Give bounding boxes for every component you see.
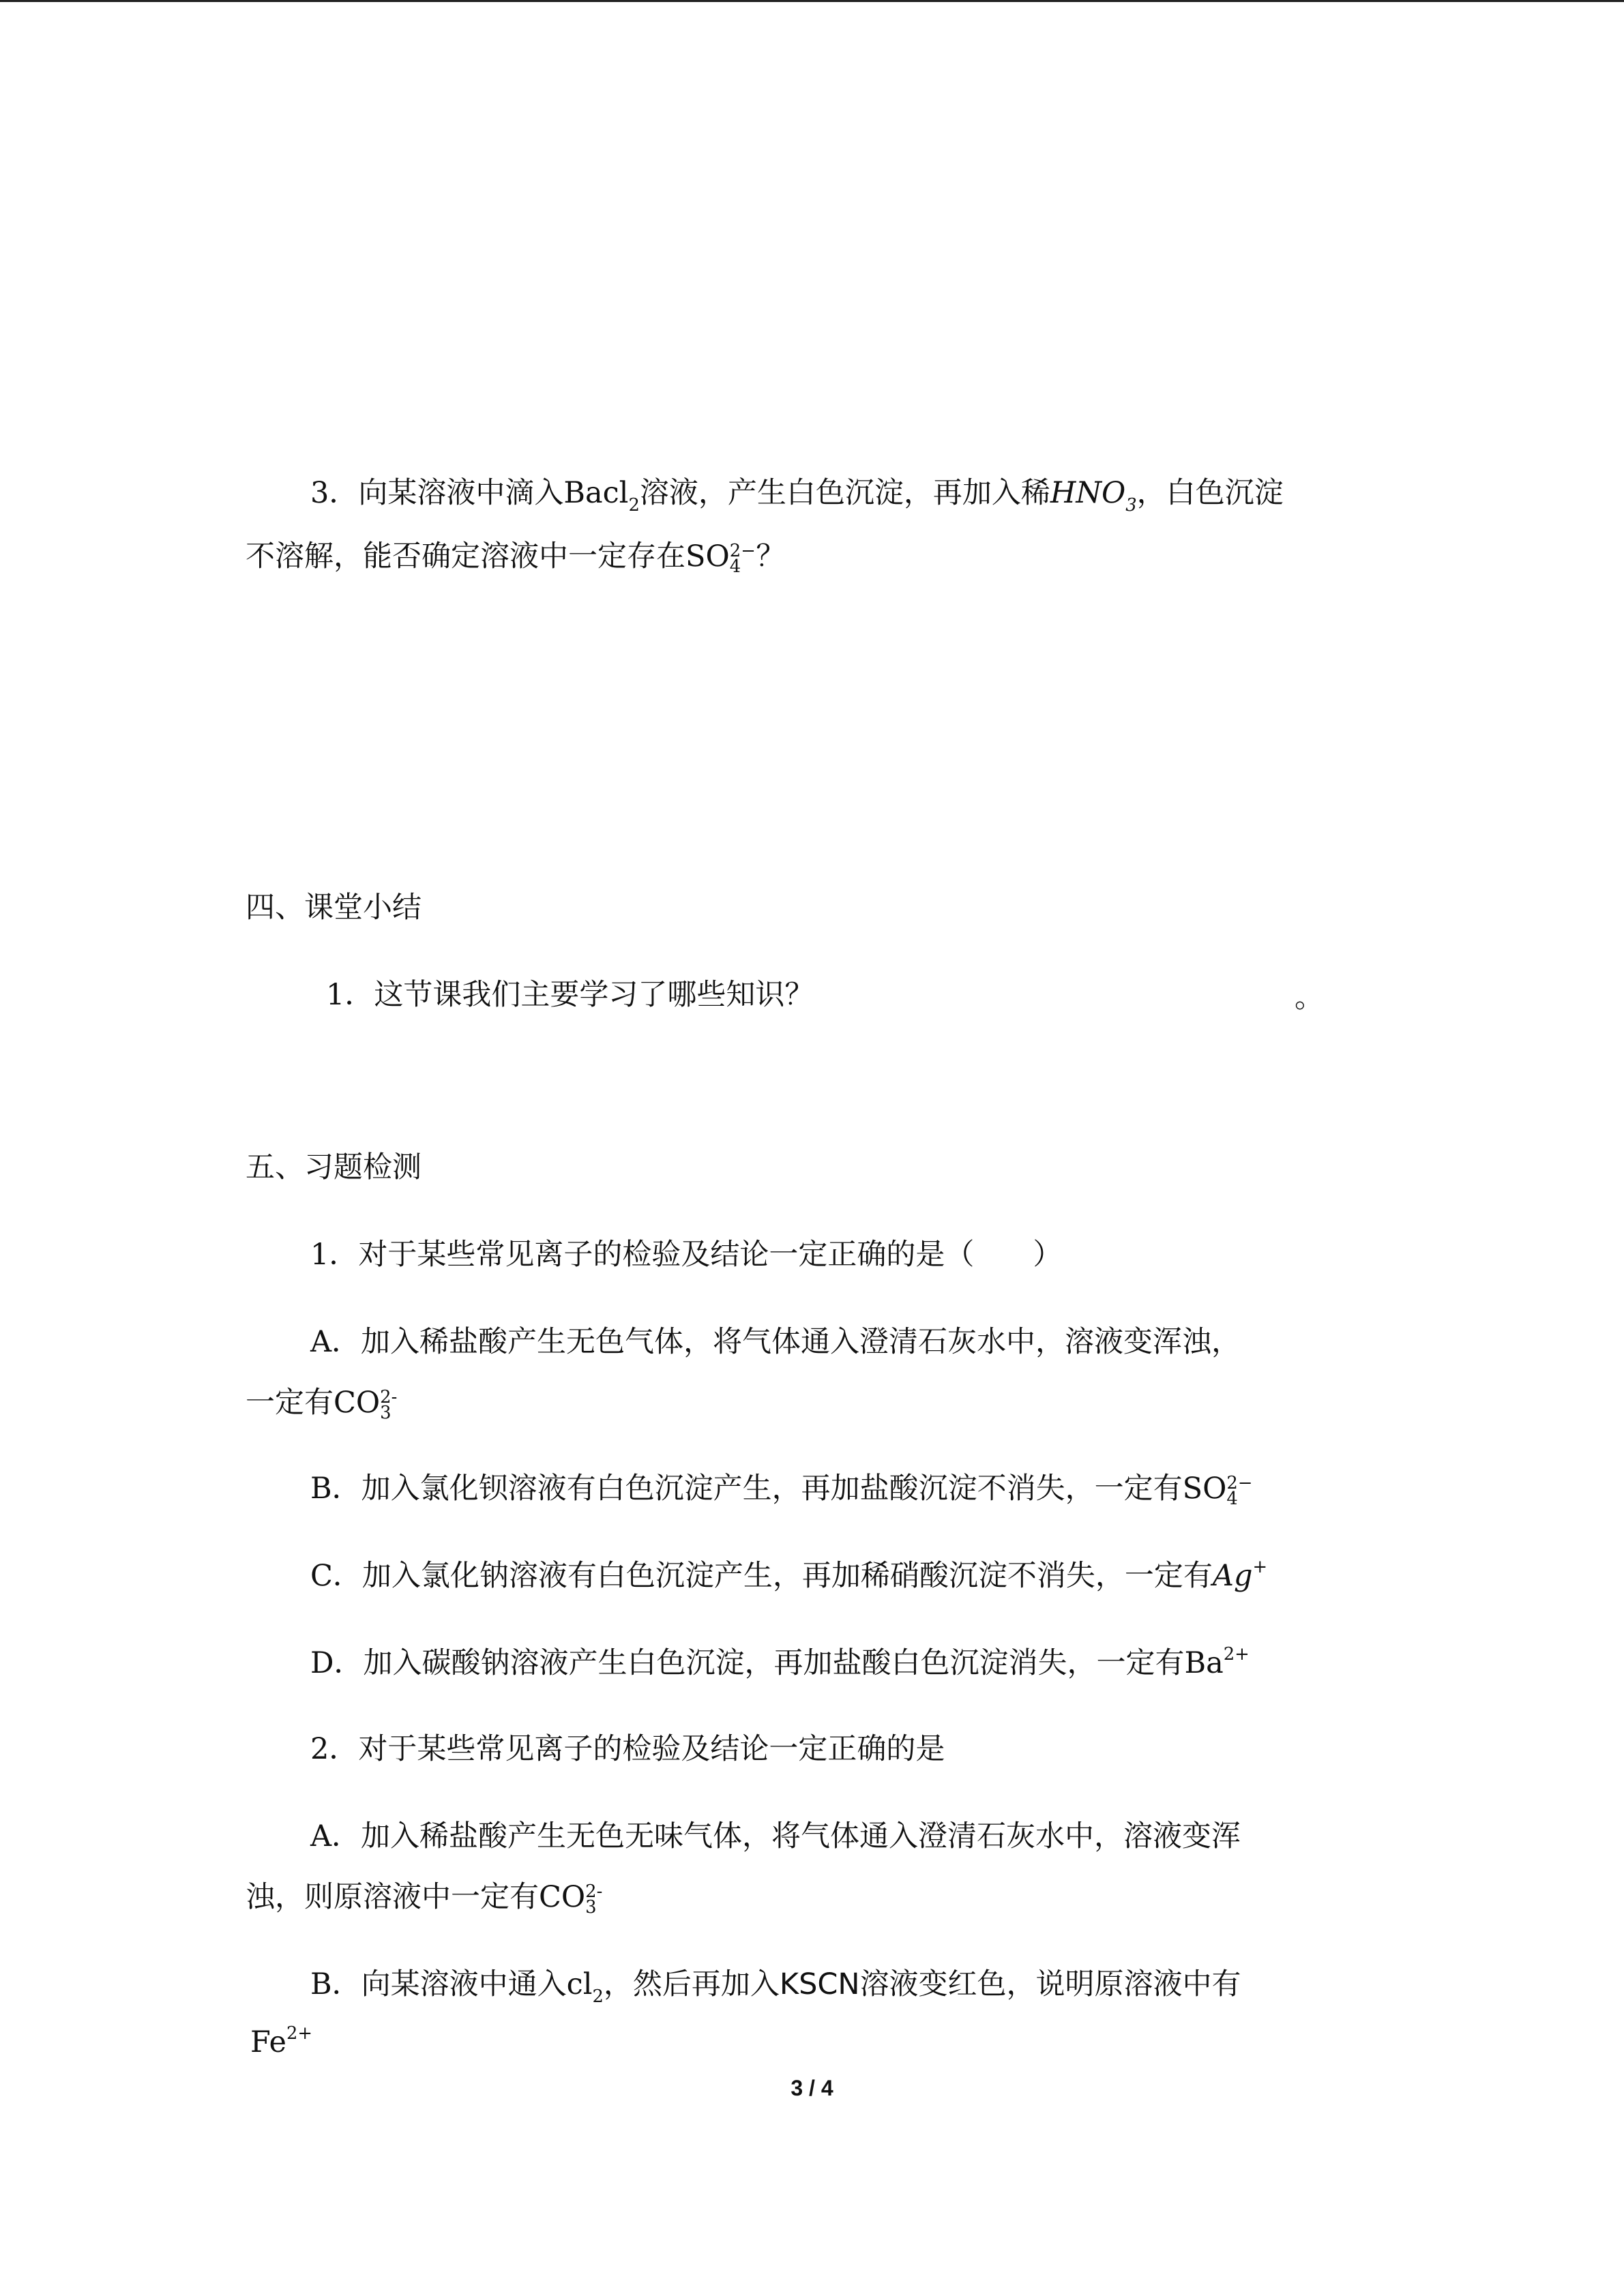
q1-b-charge xyxy=(1226,1469,1253,1510)
section4-item-1-end: 。 xyxy=(1295,981,1324,1015)
q3-text-d: 不溶解，能否确定溶液中一定存在 xyxy=(246,539,685,573)
q2-stem: 2．对于某些常见离子的检验及结论一定正确的是 xyxy=(310,1732,945,1766)
q2-a-sup: 2- xyxy=(585,1881,603,1902)
q2-option-b-line-1 xyxy=(310,1964,1241,2005)
q3-text-b: 溶液，产生白色沉淀，再加入稀 xyxy=(639,476,1050,510)
q3-so: SO xyxy=(685,539,730,573)
q2-b-ion: Fe xyxy=(250,2025,286,2059)
q2-b-kscn: KSCN xyxy=(779,1967,860,2001)
section4-heading: 四、课堂小结 xyxy=(246,891,422,925)
q3-text-c: ，白色沉淀 xyxy=(1136,476,1284,510)
q2-option-b-line-2 xyxy=(250,2022,312,2063)
q1-d-ion: Ba xyxy=(1184,1646,1224,1680)
page-top-border xyxy=(0,0,1624,2)
q1-option-d xyxy=(310,1643,1250,1684)
section4-item-1: 1．这节课我们主要学习了哪些知识？ xyxy=(326,978,814,1012)
q3-hno-sub: 3 xyxy=(1125,494,1137,516)
q1-c-text: C．加入氯化钠溶液有白色沉淀产生，再加稀硝酸沉淀不消失，一定有 xyxy=(310,1559,1213,1593)
q2-b-cl-sub: 2 xyxy=(592,1986,604,2007)
q3-bacl: Bacl xyxy=(563,476,629,510)
q1-stem: 1．对于某些常见离子的检验及结论一定正确的是（ ） xyxy=(310,1238,1063,1272)
q3-line-1 xyxy=(310,473,1284,516)
q1-d-sup: 2+ xyxy=(1223,1643,1250,1665)
section5-heading: 五、习题检测 xyxy=(246,1150,422,1184)
q3-so-sup: 2− xyxy=(729,540,756,561)
q1-a-sub: 3 xyxy=(380,1403,392,1424)
q2-b-text-a: B．向某溶液中通入 xyxy=(310,1967,567,2001)
q2-b-cl: cl xyxy=(566,1967,593,2001)
q1-b-text: B．加入氯化钡溶液有白色沉淀产生，再加盐酸沉淀不消失，一定有 xyxy=(310,1472,1183,1506)
q3-so-sub: 4 xyxy=(729,556,741,578)
q2-a-text: 浊，则原溶液中一定有 xyxy=(246,1880,539,1914)
q1-option-c xyxy=(310,1555,1267,1596)
page-number: 3 / 4 xyxy=(791,2076,833,2100)
q1-a-sup: 2- xyxy=(380,1386,398,1407)
q2-b-sup: 2+ xyxy=(286,2023,312,2044)
q3-line-2 xyxy=(246,536,785,577)
q1-option-a-line-1: A．加入稀盐酸产生无色气体，将气体通入澄清石灰水中，溶液变浑浊， xyxy=(310,1325,1241,1359)
q1-a-charge xyxy=(380,1383,407,1424)
q1-d-text: D．加入碳酸钠溶液产生白色沉淀，再加盐酸白色沉淀消失，一定有 xyxy=(310,1646,1185,1680)
q2-option-a-line-2 xyxy=(246,1877,612,1918)
q3-hno: HNO xyxy=(1050,476,1126,510)
q1-option-b xyxy=(310,1468,1253,1509)
q2-a-sub: 3 xyxy=(585,1897,597,1918)
q2-a-ion: CO xyxy=(539,1880,586,1914)
q3-so-charge xyxy=(729,537,756,578)
q1-a-text: 一定有 xyxy=(246,1386,334,1420)
q1-b-sub: 4 xyxy=(1226,1489,1238,1510)
q3-text-e: ？ xyxy=(756,539,786,573)
q3-bacl-sub: 2 xyxy=(628,494,640,516)
q3-text-a: 3．向某溶液中滴入 xyxy=(310,476,564,510)
q1-c-ion: Ag xyxy=(1212,1559,1253,1593)
q2-b-text-b: ，然后再加入 xyxy=(603,1967,780,2001)
q2-option-a-line-1: A．加入稀盐酸产生无色无味气体，将气体通入澄清石灰水中，溶液变浑 xyxy=(310,1819,1241,1853)
q1-c-sup: + xyxy=(1252,1556,1268,1577)
q2-a-charge xyxy=(585,1877,612,1918)
q1-a-ion: CO xyxy=(334,1386,381,1420)
q1-b-sup: 2− xyxy=(1226,1472,1253,1493)
q1-b-ion: SO xyxy=(1182,1472,1227,1506)
q2-b-text-c: 溶液变红色，说明原溶液中有 xyxy=(859,1967,1241,2001)
q1-option-a-line-2 xyxy=(246,1382,407,1423)
